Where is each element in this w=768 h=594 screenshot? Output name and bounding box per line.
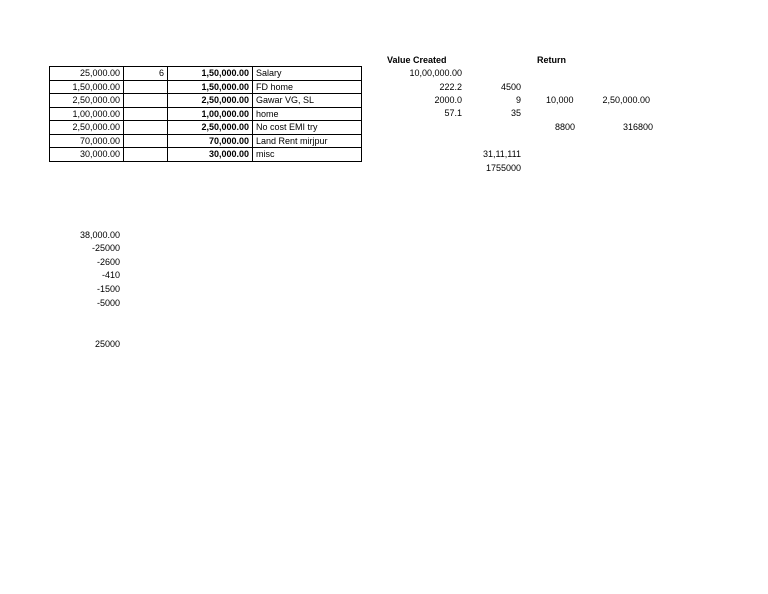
total-cell[interactable]: 1,50,000.00 (168, 67, 253, 81)
col-g-total[interactable]: 1755000 (485, 163, 521, 173)
table-row (50, 134, 362, 148)
side-calc-result[interactable]: 25000 (94, 339, 120, 349)
table-row (50, 80, 362, 94)
col-g-cell[interactable]: 35 (510, 108, 521, 118)
label-cell[interactable]: home (253, 107, 362, 121)
side-calc-cell[interactable]: -25000 (91, 243, 120, 253)
table-row (50, 67, 362, 81)
col-i-cell[interactable]: 316800 (622, 122, 653, 132)
qty-cell[interactable] (124, 121, 168, 135)
value-created-header[interactable]: Value Created (387, 55, 447, 65)
total-cell[interactable]: 30,000.00 (168, 148, 253, 162)
label-cell[interactable]: No cost EMI try (253, 121, 362, 135)
col-g-cell[interactable]: 4500 (500, 82, 521, 92)
col-g-total[interactable]: 31,11,111 (482, 149, 521, 159)
side-calc-cell[interactable]: 38,000.00 (79, 230, 120, 240)
amount-cell[interactable]: 1,50,000.00 (50, 80, 124, 94)
qty-cell[interactable]: 6 (124, 67, 168, 81)
qty-cell[interactable] (124, 148, 168, 162)
label-cell[interactable]: Land Rent mirjpur (253, 134, 362, 148)
qty-cell[interactable] (124, 80, 168, 94)
qty-cell[interactable] (124, 134, 168, 148)
return-header[interactable]: Return (537, 55, 566, 65)
label-cell[interactable]: misc (253, 148, 362, 162)
label-cell[interactable]: Salary (253, 67, 362, 81)
amount-cell[interactable]: 1,00,000.00 (50, 107, 124, 121)
side-calc-cell[interactable]: -410 (101, 270, 120, 280)
total-cell[interactable]: 1,50,000.00 (168, 80, 253, 94)
table-row (50, 107, 362, 121)
qty-cell[interactable] (124, 107, 168, 121)
value-created-cell[interactable]: 57.1 (444, 108, 462, 118)
col-g-cell[interactable]: 9 (515, 95, 521, 105)
col-i-cell[interactable]: 2,50,000.00 (602, 95, 650, 105)
amount-cell[interactable]: 30,000.00 (50, 148, 124, 162)
budget-table (49, 66, 362, 162)
amount-cell[interactable]: 70,000.00 (50, 134, 124, 148)
table-row (50, 121, 362, 135)
label-cell[interactable]: Gawar VG, SL (253, 94, 362, 108)
value-created-cell[interactable]: 2000.0 (434, 95, 462, 105)
return-cell[interactable]: 10,000 (546, 95, 574, 105)
total-cell[interactable]: 2,50,000.00 (168, 121, 253, 135)
total-cell[interactable]: 2,50,000.00 (168, 94, 253, 108)
label-cell[interactable]: FD home (253, 80, 362, 94)
table-row (50, 94, 362, 108)
qty-cell[interactable] (124, 94, 168, 108)
amount-cell[interactable]: 25,000.00 (50, 67, 124, 81)
table-row (50, 148, 362, 162)
amount-cell[interactable]: 2,50,000.00 (50, 121, 124, 135)
return-cell[interactable]: 8800 (554, 122, 575, 132)
total-cell[interactable]: 1,00,000.00 (168, 107, 253, 121)
amount-cell[interactable]: 2,50,000.00 (50, 94, 124, 108)
side-calc-cell[interactable]: -2600 (96, 257, 120, 267)
value-created-cell[interactable]: 10,00,000.00 (409, 68, 462, 78)
total-cell[interactable]: 70,000.00 (168, 134, 253, 148)
side-calc-cell[interactable]: -1500 (96, 284, 120, 294)
side-calc-cell[interactable]: -5000 (96, 298, 120, 308)
value-created-cell[interactable]: 222.2 (439, 82, 462, 92)
